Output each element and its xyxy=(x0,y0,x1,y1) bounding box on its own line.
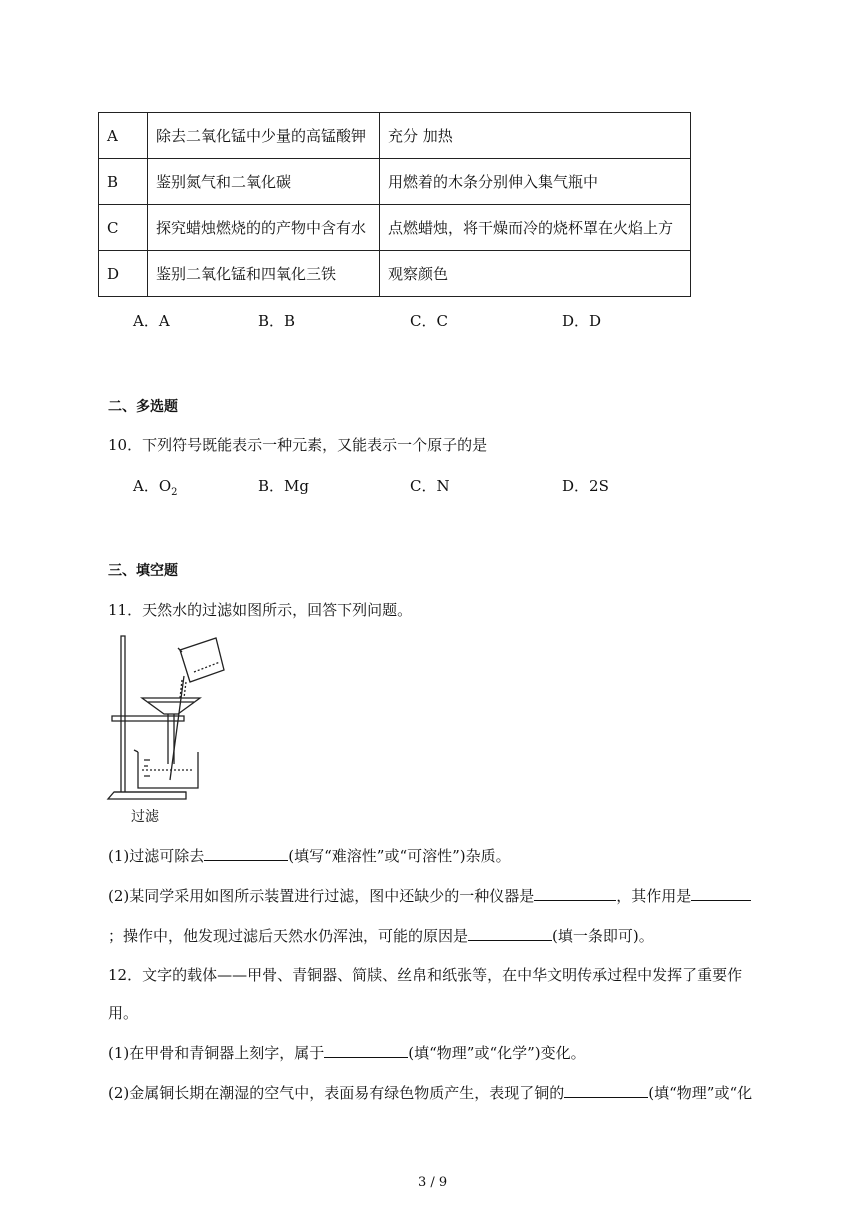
row-label: D xyxy=(99,251,148,297)
table-row xyxy=(99,205,691,251)
question-part xyxy=(108,1042,586,1063)
row-label: B xyxy=(99,159,148,205)
table-row xyxy=(99,159,691,205)
answer-blank[interactable] xyxy=(204,846,288,861)
question-stem: 用。 xyxy=(108,1004,139,1022)
part-text: (填“物理”或“化 xyxy=(648,1084,753,1102)
choice-a[interactable] xyxy=(133,475,178,498)
row-method: 点燃蜡烛，将干燥而冷的烧杯罩在火焰上方 xyxy=(380,205,691,251)
choice-c[interactable]: C．N xyxy=(410,477,450,495)
question-part xyxy=(108,925,654,946)
part-text: ；操作中，他发现过滤后天然水仍浑浊，可能的原因是 xyxy=(108,927,469,945)
question-stem: 10．下列符号既能表示一种元素，又能表示一个原子的是 xyxy=(108,436,488,454)
row-purpose: 鉴别氮气和二氧化碳 xyxy=(148,159,380,205)
part-text: ，其作用是 xyxy=(616,887,692,905)
subscript: 2 xyxy=(171,487,178,498)
row-method: 充分 加热 xyxy=(380,113,691,159)
row-method: 用燃着的木条分别伸入集气瓶中 xyxy=(380,159,691,205)
choice-c[interactable]: C．C xyxy=(410,312,448,330)
part-text: (2)某同学采用如图所示装置进行过滤，图中还缺少的一种仪器是 xyxy=(108,887,535,905)
question-part xyxy=(108,885,751,906)
table-row xyxy=(99,251,691,297)
section-title: 三、填空题 xyxy=(108,563,178,579)
section-title: 二、多选题 xyxy=(108,399,178,415)
table-row xyxy=(99,113,691,159)
row-purpose: 探究蜡烛燃烧的的产物中含有水 xyxy=(148,205,380,251)
part-text: (1)过滤可除去 xyxy=(108,847,205,865)
page-number: 3 / 9 xyxy=(418,1175,448,1190)
question-part xyxy=(108,845,511,866)
filtration-apparatus-figure xyxy=(104,632,230,808)
choice-text: A．O xyxy=(133,477,172,495)
part-text: (1)在甲骨和青铜器上刻字，属于 xyxy=(108,1044,325,1062)
answer-blank[interactable] xyxy=(691,886,751,901)
question-part xyxy=(108,1082,752,1103)
question-stem: 12．文字的载体——甲骨、青铜器、简牍、丝帛和纸张等，在中华文明传承过程中发挥了重要作 xyxy=(108,966,743,984)
row-purpose: 鉴别二氧化锰和四氧化三铁 xyxy=(148,251,380,297)
figure-caption: 过滤 xyxy=(131,809,159,825)
row-label: C xyxy=(99,205,148,251)
part-text: (填一条即可)。 xyxy=(552,927,654,945)
row-method: 观察颜色 xyxy=(380,251,691,297)
choice-a[interactable]: A．A xyxy=(133,312,170,330)
answer-blank[interactable] xyxy=(324,1043,408,1058)
row-purpose: 除去二氧化锰中少量的高锰酸钾 xyxy=(148,113,380,159)
choice-b[interactable]: B．Mg xyxy=(258,477,309,495)
choice-d[interactable]: D．D xyxy=(562,312,602,330)
part-text: (填写“难溶性”或“可溶性”)杂质。 xyxy=(288,847,511,865)
answer-blank[interactable] xyxy=(564,1083,648,1098)
choice-b[interactable]: B．B xyxy=(258,312,296,330)
row-label: A xyxy=(99,113,148,159)
answer-blank[interactable] xyxy=(468,926,552,941)
part-text: (2)金属铜长期在潮湿的空气中，表面易有绿色物质产生，表现了铜的 xyxy=(108,1084,565,1102)
question-stem: 11．天然水的过滤如图所示，回答下列问题。 xyxy=(108,601,413,619)
choice-d[interactable]: D．2S xyxy=(562,477,609,495)
part-text: (填“物理”或“化学”)变化。 xyxy=(408,1044,586,1062)
options-table xyxy=(98,112,691,297)
answer-blank[interactable] xyxy=(534,886,616,901)
